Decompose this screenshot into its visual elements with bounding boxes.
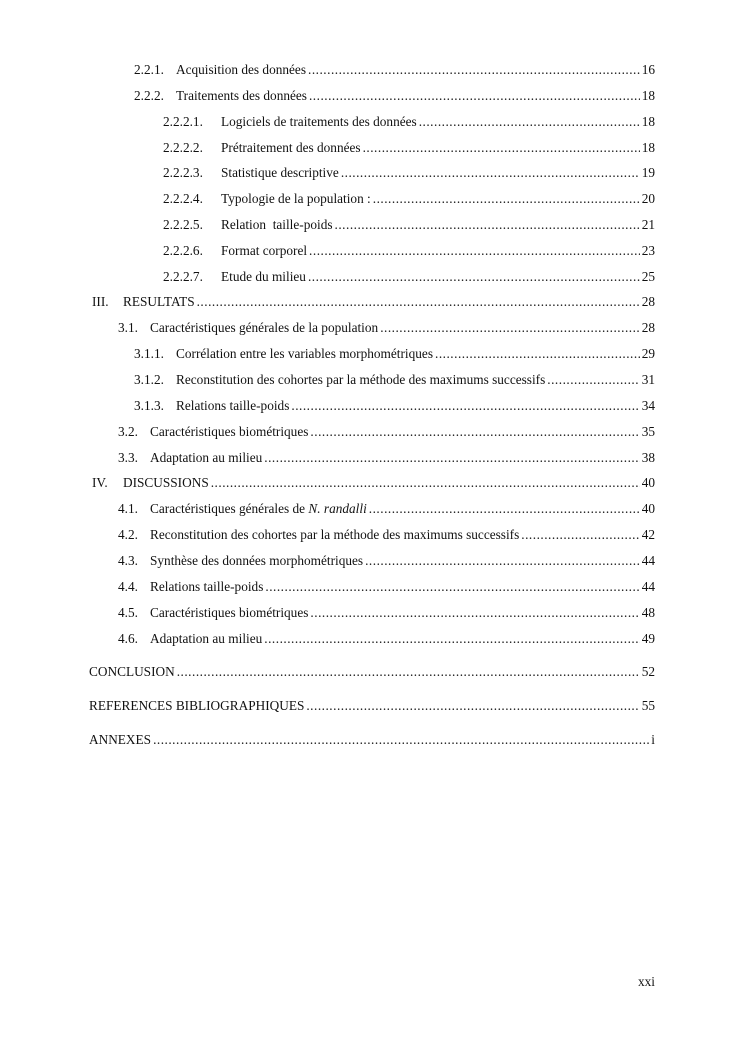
dot-leader xyxy=(521,525,639,545)
toc-entry[interactable] xyxy=(134,396,655,416)
toc-entry-title: Reconstitution des cohortes par la méthode des maximums successifs xyxy=(176,372,546,387)
toc-entry-title: Relation taille-poids xyxy=(221,217,333,232)
toc-entry-title: Logiciels de traitements des données xyxy=(221,114,417,129)
dot-leader xyxy=(153,730,649,750)
toc-entry-chapter[interactable] xyxy=(92,473,655,493)
toc-entry-page: 49 xyxy=(641,631,655,646)
toc-entry-number: 2.2.2.1. xyxy=(163,114,203,129)
dot-leader xyxy=(341,163,640,183)
dot-leader xyxy=(310,422,639,442)
toc-entry-number: 4.3. xyxy=(118,553,138,568)
toc-entry-number: 4.2. xyxy=(118,527,138,542)
toc-entry-page: i xyxy=(651,732,655,747)
toc-entry-number: 2.2.2.3. xyxy=(163,165,203,180)
toc-entry-title: Caractéristiques biométriques xyxy=(150,424,309,439)
toc-entry-title-text: Caractéristiques générales de xyxy=(150,501,309,516)
toc-entry-page: 44 xyxy=(641,579,655,594)
toc-entry[interactable] xyxy=(163,163,655,183)
toc-entry-number: III. xyxy=(92,294,109,309)
toc-entry-title: Acquisition des données xyxy=(176,62,306,77)
dot-leader xyxy=(380,318,640,338)
dot-leader xyxy=(197,292,640,312)
toc-entry-number: 2.2.2.6. xyxy=(163,243,203,258)
toc-entry-conclusion[interactable] xyxy=(89,662,655,682)
toc-entry-title: Adaptation au milieu xyxy=(150,450,263,465)
toc-entry[interactable] xyxy=(118,551,655,571)
toc-entry-number: 2.2.1. xyxy=(134,62,164,77)
dot-leader xyxy=(309,86,640,106)
toc-entry-number: 3.1. xyxy=(118,320,138,335)
toc-entry-page: 18 xyxy=(641,114,655,129)
toc-entry-number: 4.5. xyxy=(118,605,138,620)
toc-entry-title: Typologie de la population : xyxy=(221,191,371,206)
toc-entry-title: Etude du milieu xyxy=(221,269,306,284)
toc-entry[interactable] xyxy=(118,525,655,545)
toc-entry-number: 3.1.1. xyxy=(134,346,164,361)
dot-leader xyxy=(177,662,640,682)
dot-leader xyxy=(369,499,640,519)
toc-entry-title: Caractéristiques biométriques xyxy=(150,605,309,620)
toc-entry[interactable] xyxy=(134,86,655,106)
species-name: N. randalli xyxy=(308,501,367,516)
toc-entry-title: Relations taille-poids xyxy=(150,579,264,594)
toc-entry-page: 31 xyxy=(641,372,655,387)
toc-entry[interactable] xyxy=(163,215,655,235)
dot-leader xyxy=(211,473,640,493)
toc-entry-page: 38 xyxy=(641,450,655,465)
toc-entry-number: 2.2.2.2. xyxy=(163,140,203,155)
dot-leader xyxy=(310,603,639,623)
dot-leader xyxy=(373,189,640,209)
dot-leader xyxy=(363,138,640,158)
toc-entry-page: 16 xyxy=(641,62,655,77)
toc-entry-title: Caractéristiques générales de la population xyxy=(150,320,379,335)
dot-leader xyxy=(335,215,640,235)
toc-entry-page: 52 xyxy=(641,664,655,679)
toc-entry-number: 3.3. xyxy=(118,450,138,465)
toc-entry[interactable] xyxy=(118,499,655,519)
dot-leader xyxy=(309,241,640,261)
toc-entry-page: 28 xyxy=(641,294,655,309)
toc-entry-page: 28 xyxy=(641,320,655,335)
toc-entry-page: 23 xyxy=(641,243,655,258)
toc-entry[interactable] xyxy=(134,344,655,364)
dot-leader xyxy=(264,629,639,649)
toc-entry-title: CONCLUSION xyxy=(89,664,175,679)
toc-entry[interactable] xyxy=(163,138,655,158)
toc-entry[interactable] xyxy=(118,629,655,649)
toc-entry[interactable] xyxy=(163,112,655,132)
toc-entry-page: 19 xyxy=(641,165,655,180)
toc-entry-number: 4.1. xyxy=(118,501,138,516)
toc-entry-page: 34 xyxy=(641,398,655,413)
toc-entry[interactable] xyxy=(163,241,655,261)
toc-entry[interactable] xyxy=(134,60,655,80)
dot-leader xyxy=(435,344,640,364)
dot-leader xyxy=(365,551,640,571)
toc-entry-number: 4.4. xyxy=(118,579,138,594)
toc-entry[interactable] xyxy=(118,448,655,468)
toc-entry-title: Traitements des données xyxy=(176,88,307,103)
toc-entry-title: Reconstitution des cohortes par la méthode des maximums successifs xyxy=(150,527,520,542)
toc-entry-page: 29 xyxy=(641,346,655,361)
toc-entry-number: 2.2.2.4. xyxy=(163,191,203,206)
toc-entry-page: 21 xyxy=(641,217,655,232)
toc-entry-title: Adaptation au milieu xyxy=(150,631,263,646)
toc-entry-title: REFERENCES BIBLIOGRAPHIQUES xyxy=(89,698,305,713)
dot-leader xyxy=(308,60,640,80)
toc-entry-title: DISCUSSIONS xyxy=(123,475,209,490)
toc-entry-number: 2.2.2.7. xyxy=(163,269,203,284)
toc-entry-title: Prétraitement des données xyxy=(221,140,361,155)
toc-entry-number: 3.2. xyxy=(118,424,138,439)
toc-entry-page: 18 xyxy=(641,88,655,103)
toc-entry-page: 44 xyxy=(641,553,655,568)
toc-entry[interactable] xyxy=(163,267,655,287)
dot-leader xyxy=(306,696,639,716)
toc-entry-page: 35 xyxy=(641,424,655,439)
toc-entry-number: IV. xyxy=(92,475,108,490)
dot-leader xyxy=(547,370,639,390)
toc-entry-page: 55 xyxy=(641,698,655,713)
toc-entry-page: 48 xyxy=(641,605,655,620)
toc-entry-title: RESULTATS xyxy=(123,294,195,309)
toc-entry-page: 18 xyxy=(641,140,655,155)
toc-entry-number: 3.1.2. xyxy=(134,372,164,387)
dot-leader xyxy=(291,396,639,416)
toc-entry-title xyxy=(150,499,367,519)
toc-entry-references[interactable] xyxy=(89,696,655,716)
toc-entry-number: 2.2.2.5. xyxy=(163,217,203,232)
dot-leader xyxy=(264,448,639,468)
toc-entry-title: ANNEXES xyxy=(89,732,152,747)
toc-entry[interactable] xyxy=(118,603,655,623)
toc-entry-title: Corrélation entre les variables morphométriques xyxy=(176,346,433,361)
toc-entry-page: 20 xyxy=(641,191,655,206)
toc-entry[interactable] xyxy=(118,422,655,442)
page-number: xxi xyxy=(638,974,655,989)
toc-entry-page: 40 xyxy=(641,501,655,516)
dot-leader xyxy=(419,112,640,132)
toc-entry-annexes[interactable] xyxy=(89,730,655,750)
toc-entry-page: 42 xyxy=(641,527,655,542)
toc-entry-title: Statistique descriptive xyxy=(221,165,339,180)
toc-entry[interactable] xyxy=(118,577,655,597)
toc-entry-chapter[interactable] xyxy=(92,292,655,312)
toc-entry-title: Synthèse des données morphométriques xyxy=(150,553,364,568)
toc-entry-page: 25 xyxy=(641,269,655,284)
toc-entry-number: 4.6. xyxy=(118,631,138,646)
toc-entry-title: Format corporel xyxy=(221,243,308,258)
toc-entry-title: Relations taille-poids xyxy=(176,398,290,413)
toc-entry-number: 3.1.3. xyxy=(134,398,164,413)
toc-entry[interactable] xyxy=(163,189,655,209)
toc-entry[interactable] xyxy=(134,370,655,390)
toc-entry-number: 2.2.2. xyxy=(134,88,164,103)
dot-leader xyxy=(265,577,639,597)
dot-leader xyxy=(308,267,640,287)
toc-entry[interactable] xyxy=(118,318,655,338)
toc-entry-page: 40 xyxy=(641,475,655,490)
